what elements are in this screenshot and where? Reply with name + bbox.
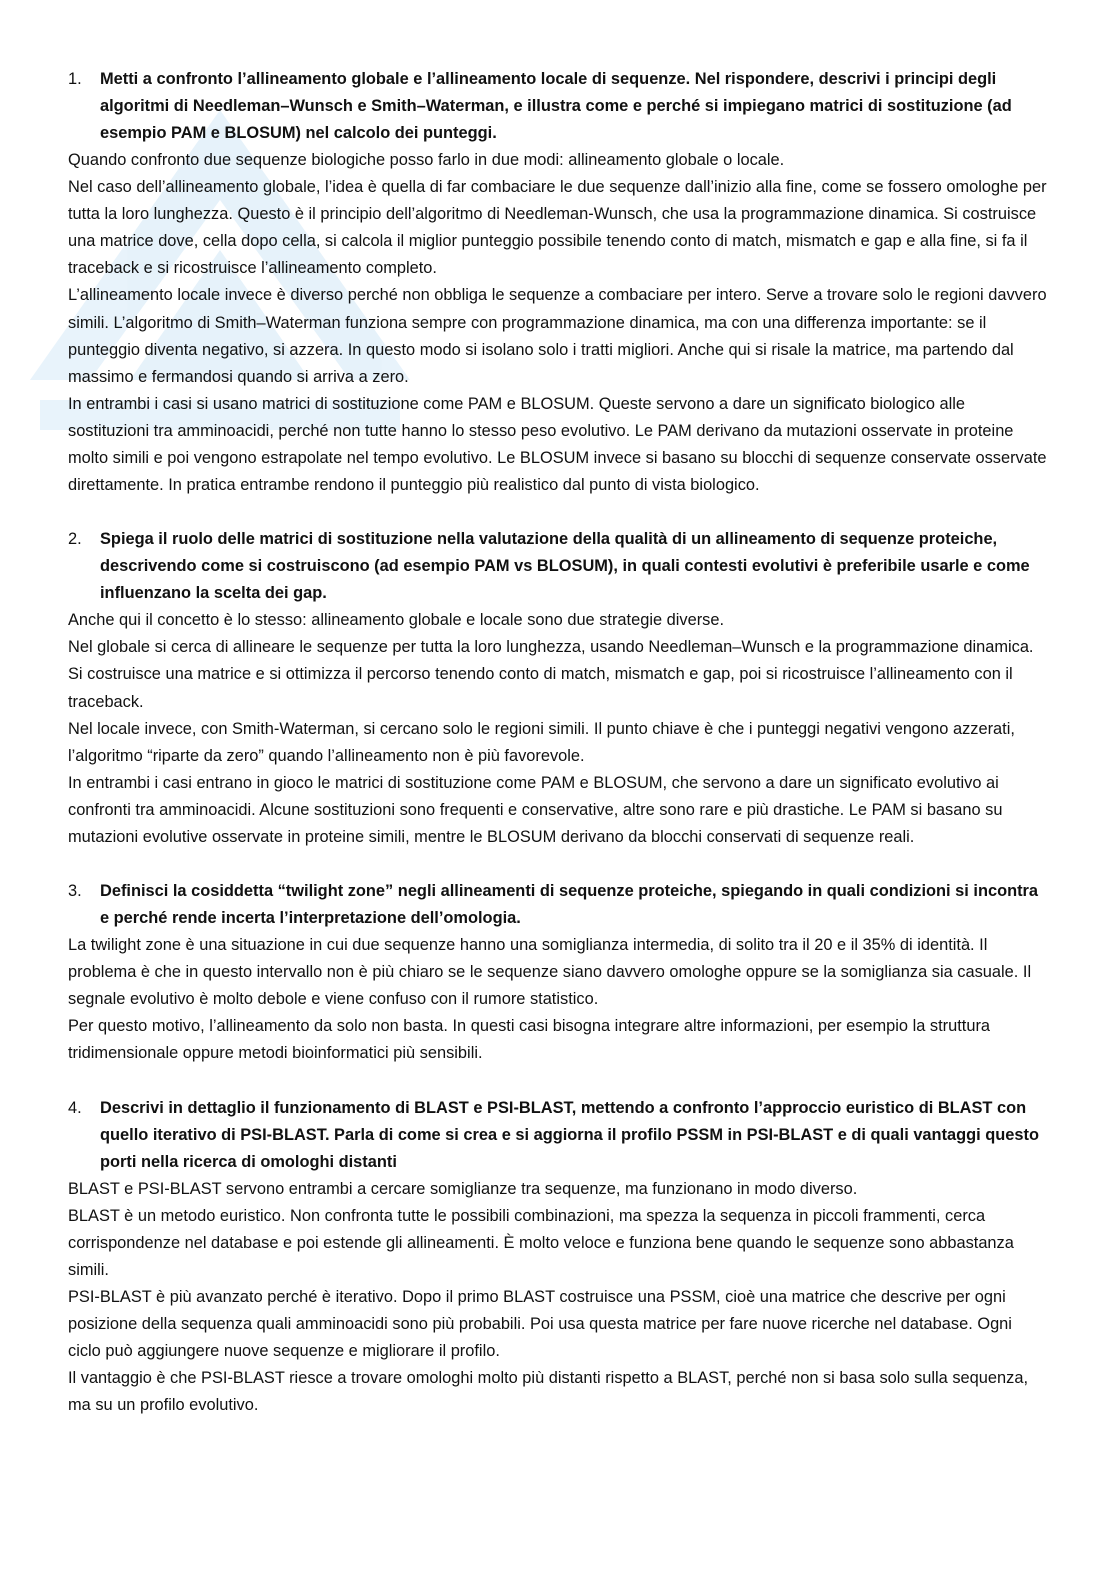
question-heading — [68, 526, 1048, 607]
question-heading — [68, 66, 1048, 147]
answer — [68, 607, 1048, 851]
question-number: 4. — [68, 1098, 82, 1117]
question-heading — [68, 878, 1048, 932]
answer-paragraph: Nel caso dell’allineamento globale, l’idea è quella di far combaciare le due sequenze dall’inizio alla fine, come se fossero omologhe per tutta la loro lunghezza. Questo è il principio dell’algoritmo di Needleman-Wunsch, che usa la programmazione dinamica. Si costruisce una matrice dove, cella dopo cella, si calcola il miglior punteggio possibile tenendo conto di match, mismatch e gap e alla fine, si fa il traceback e si ricostruisce l’allineamento completo. — [68, 178, 1047, 278]
question-text: Descrivi in dettaglio il funzionamento di BLAST e PSI-BLAST, mettendo a confronto l’approccio euristico di BLAST con quello iterativo di PSI-BLAST. Parla di come si crea e si aggiorna il profilo PSSM in PSI-BLAST e di quali vantaggi questo porti nella ricerca di omologhi distanti — [100, 1098, 1039, 1171]
question-number: 1. — [68, 70, 82, 88]
answer-paragraph: Quando confronto due sequenze biologiche posso farlo in due modi: allineamento globale o locale. — [68, 151, 785, 169]
answer-paragraph: Anche qui il concetto è lo stesso: allineamento globale e locale sono due strategie diverse. — [68, 611, 725, 630]
answer-paragraph: L’allineamento locale invece è diverso perché non obbliga le sequenze a combaciare per intero. Serve a trovare solo le regioni davvero simili. L’algoritmo di Smith–Waterman funziona sempre con programmazione dinamica, ma con una differenza importante: se il punteggio diventa negativo, si azzera. In questo modo si isolano solo i tratti migliori. Anche qui si risale la matrice, ma partendo dal massimo e fermandosi quando si arriva a zero. — [68, 286, 1047, 386]
question-block-1 — [68, 66, 1048, 499]
answer-paragraph: PSI-BLAST è più avanzato perché è iterativo. Dopo il primo BLAST costruisce una PSSM, cioè una matrice che descrive per ogni posizione della sequenza quali amminoacidi sono più probabili. Poi usa questa matrice per fare nuove ricerche nel database. Ogni ciclo può aggiungere nuove sequenze e migliorare il profilo. — [68, 1287, 1012, 1361]
question-text: Metti a confronto l’allineamento globale e l’allineamento locale di sequenze. Nel rispondere, descrivi i principi degli algoritmi di Needleman–Wunsch e Smith–Waterman, e illustra come e perché si impiegano matrici di sostituzione (ad esempio PAM e BLOSUM) nel calcolo dei punteggi. — [100, 70, 1012, 142]
question-number: 3. — [68, 882, 82, 901]
answer-paragraph: Nel globale si cerca di allineare le sequenze per tutta la loro lunghezza, usando Needleman–Wunsch e la programmazione dinamica. Si costruisce una matrice e si ottimizza il percorso tenendo conto di match, mismatch e gap, poi si ricostruisce l’allineamento con il traceback. — [68, 638, 1034, 711]
question-block-3 — [68, 878, 1048, 1067]
answer-paragraph: BLAST è un metodo euristico. Non confronta tutte le possibili combinazioni, ma spezza la sequenza in piccoli frammenti, cerca corrispondenze nel database e poi estende gli allineamenti. È molto veloce e funziona bene quando le sequenze sono abbastanza simili. — [68, 1206, 1014, 1279]
answer-paragraph: Nel locale invece, con Smith-Waterman, si cercano solo le regioni simili. Il punto chiave è che i punteggi negativi vengono azzerati, l’algoritmo “riparte da zero” quando l’allineamento non è più favorevole. — [68, 719, 1015, 765]
answer-paragraph: Per questo motivo, l’allineamento da solo non basta. In questi casi bisogna integrare altre informazioni, per esempio la struttura tridimensionale oppure metodi bioinformatici più sensibili. — [68, 1017, 991, 1063]
document-content — [68, 66, 1048, 1446]
question-number: 2. — [68, 530, 82, 549]
question-block-2 — [68, 526, 1048, 851]
answer — [68, 932, 1048, 1067]
question-block-4 — [68, 1095, 1048, 1420]
answer-paragraph: La twilight zone è una situazione in cui due sequenze hanno una somiglianza intermedia, di solito tra il 20 e il 35% di identità. Il problema è che in questo intervallo non è più chiaro se le sequenze siano davvero omologhe oppure se la somiglianza sia casuale. Il segnale evolutivo è molto debole e viene confuso con il rumore statistico. — [68, 936, 1032, 1009]
answer-paragraph: In entrambi i casi entrano in gioco le matrici di sostituzione come PAM e BLOSUM, che servono a dare un significato evolutivo ai confronti tra amminoacidi. Alcune sostituzioni sono frequenti e conservative, altre sono rare e più drastiche. Le PAM si basano su mutazioni evolutive osservate in proteine simili, mentre le BLOSUM derivano da blocchi conservati di sequenze reali. — [68, 773, 1003, 846]
answer-paragraph: Il vantaggio è che PSI-BLAST riesce a trovare omologhi molto più distanti rispetto a BLAST, perché non si basa solo sulla sequenza, ma su un profilo evolutivo. — [68, 1369, 1028, 1415]
question-heading — [68, 1095, 1048, 1176]
answer — [68, 147, 1048, 499]
question-text: Definisci la cosiddetta “twilight zone” negli allineamenti di sequenze proteiche, spiegando in quali condizioni si incontra e perché rende incerta l’interpretazione dell’omologia. — [100, 882, 1039, 928]
answer-paragraph: BLAST e PSI-BLAST servono entrambi a cercare somiglianze tra sequenze, ma funzionano in modo diverso. — [68, 1179, 858, 1198]
answer-paragraph: In entrambi i casi si usano matrici di sostituzione come PAM e BLOSUM. Queste servono a dare un significato biologico alle sostituzioni tra amminoacidi, perché non tutte hanno lo stesso peso evolutivo. Le PAM derivano da mutazioni osservate in proteine molto simili e poi vengono estrapolate nel tempo evolutivo. Le BLOSUM invece si basano su blocchi di sequenze conservate osservate direttamente. In pratica entrambe rendono il punteggio più realistico dal punto di vista biologico. — [68, 394, 1047, 495]
answer — [68, 1176, 1048, 1420]
question-text: Spiega il ruolo delle matrici di sostituzione nella valutazione della qualità di un allineamento di sequenze proteiche, descrivendo come si costruiscono (ad esempio PAM vs BLOSUM), in quali contesti evolutivi è preferibile usarle e come influenzano la scelta dei gap. — [100, 530, 1030, 603]
